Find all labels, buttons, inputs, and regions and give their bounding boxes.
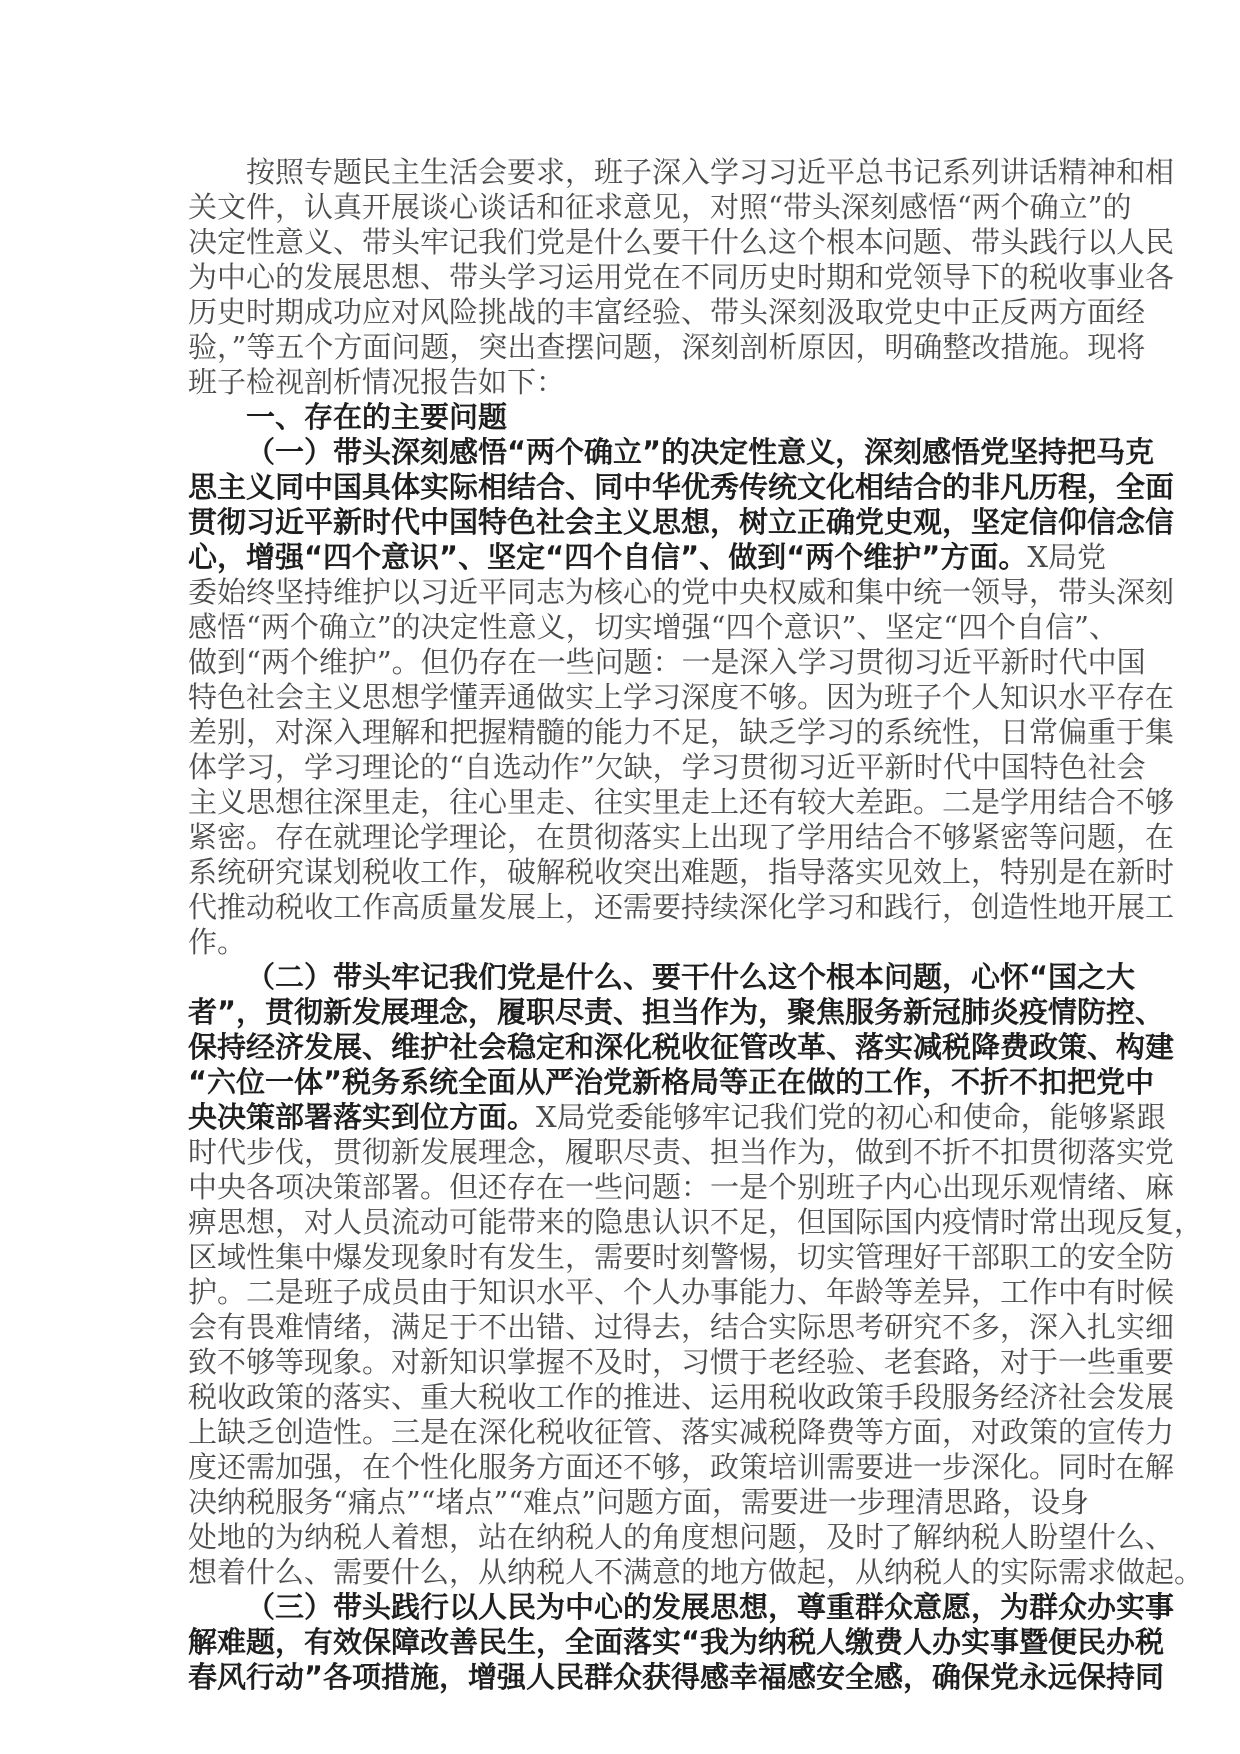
body-text: 系统研究谋划税收工作，破解税收突出难题，指导落实见效上，特别是在新时 xyxy=(188,855,1175,889)
document-page xyxy=(188,155,1204,1695)
text-line xyxy=(188,1520,1175,1555)
heading-line xyxy=(188,960,1136,995)
body-text: 中央各项决策部署。但还存在一些问题：一是个别班子内心出现乐观情绪、麻 xyxy=(188,1170,1175,1204)
text-line xyxy=(188,295,1146,330)
body-text: 想着什么、需要什么，从纳税人不满意的地方做起，从纳税人的实际需求做起。 xyxy=(188,1555,1204,1589)
bold-text: 央决策部署落实到位方面。 xyxy=(188,1100,537,1134)
heading-line xyxy=(188,1625,1165,1660)
text-line xyxy=(188,575,1175,610)
heading-line xyxy=(188,995,1165,1030)
text-line xyxy=(188,1450,1175,1485)
body-text: X局党 xyxy=(1027,540,1107,574)
body-text: 处地的为纳税人着想，站在纳税人的角度想问题，及时了解纳税人盼望什么、 xyxy=(188,1520,1175,1554)
body-text: 时代步伐，贯彻新发展理念，履职尽责、担当作为，做到不折不扣贯彻落实党 xyxy=(188,1135,1175,1169)
body-text: 痹思想，对人员流动可能带来的隐患认识不足，但国际国内疫情时常出现反复， xyxy=(188,1205,1204,1239)
bold-text: （一）带头深刻感悟“两个确立”的决定性意义，深刻感悟党坚持把马克 xyxy=(246,435,1155,469)
body-text: 护。二是班子成员由于知识水平、个人办事能力、年龄等差异，工作中有时候 xyxy=(188,1275,1175,1309)
body-text: 委始终坚持维护以习近平同志为核心的党中央权威和集中统一领导，带头深刻 xyxy=(188,575,1175,609)
body-text: 会有畏难情绪，满足于不出错、过得去，结合实际思考研究不多，深入扎实细 xyxy=(188,1310,1175,1344)
text-line xyxy=(188,925,1056,960)
text-line xyxy=(188,1135,1175,1170)
text-line xyxy=(188,610,1118,645)
text-line xyxy=(188,225,1175,260)
body-text: 体学习，学习理论的“自选动作”欠缺，学习贯彻习近平新时代中国特色社会 xyxy=(188,750,1146,784)
text-line xyxy=(188,890,1175,925)
text-line xyxy=(188,680,1175,715)
text-line xyxy=(188,1345,1175,1380)
body-text: 决定性意义、带头牢记我们党是什么要干什么这个根本问题、带头践行以人民 xyxy=(188,225,1175,259)
body-text: 决纳税服务“痛点”“堵点”“难点”问题方面，需要进一步理清思路，设身 xyxy=(188,1485,1089,1519)
body-text: 紧密。存在就理论学理论，在贯彻落实上出现了学用结合不够紧密等问题，在 xyxy=(188,820,1175,854)
text-line xyxy=(188,1240,1175,1275)
body-text: 历史时期成功应对风险挑战的丰富经验、带头深刻汲取党史中正反两方面经 xyxy=(188,295,1146,329)
bold-text: 解难题，有效保障改善民生，全面落实“我为纳税人缴费人办实事暨便民办税 xyxy=(188,1625,1165,1659)
body-text: 度还需加强，在个性化服务方面还不够，政策培训需要进一步深化。同时在解 xyxy=(188,1450,1175,1484)
text-line xyxy=(188,1555,1204,1590)
text-line xyxy=(188,855,1175,890)
text-line xyxy=(188,540,1107,575)
body-text: 差别，对深入理解和把握精髓的能力不足，缺乏学习的系统性，日常偏重于集 xyxy=(188,715,1175,749)
body-text: 感悟“两个确立”的决定性意义，切实增强“四个意识”、坚定“四个自信”、 xyxy=(188,610,1118,644)
text-line xyxy=(188,155,1175,190)
body-text: 验，”等五个方面问题，突出查摆问题，深刻剖析原因，明确整改措施。现将 xyxy=(188,330,1146,364)
body-text: 上缺乏创造性。三是在深化税收征管、落实减税降费等方面，对政策的宣传力 xyxy=(188,1415,1175,1449)
body-text: 班子检视剖析情况报告如下： xyxy=(188,365,566,399)
body-text: 特色社会主义思想学懂弄通做实上学习深度不够。因为班子个人知识水平存在 xyxy=(188,680,1175,714)
bold-text: 春风行动”各项措施，增强人民群众获得感幸福感安全感，确保党永远保持同 xyxy=(188,1660,1165,1694)
bold-text: （三）带头践行以人民为中心的发展思想，尊重群众意愿，为群众办实事 xyxy=(246,1590,1175,1624)
heading-line xyxy=(188,1660,1165,1695)
body-text: 主义思想往深里走，往心里走、往实里走上还有较大差距。二是学用结合不够 xyxy=(188,785,1175,819)
text-line xyxy=(188,820,1175,855)
body-text: 关文件，认真开展谈心谈话和征求意见，对照“带头深刻感悟“两个确立”的 xyxy=(188,190,1132,224)
body-text: 按照专题民主生活会要求，班子深入学习习近平总书记系列讲话精神和相 xyxy=(246,155,1175,189)
text-line xyxy=(188,260,1175,295)
heading-line xyxy=(188,505,1175,540)
text-line xyxy=(188,330,1146,365)
text-line xyxy=(188,1415,1175,1450)
heading-line xyxy=(188,1590,1175,1625)
text-line xyxy=(188,365,1056,400)
body-text: 代推动税收工作高质量发展上，还需要持续深化学习和践行，创造性地开展工 xyxy=(188,890,1175,924)
text-line xyxy=(188,1170,1175,1205)
text-line xyxy=(188,1275,1175,1310)
heading-line xyxy=(188,400,1056,435)
body-text: X局党委能够牢记我们党的初心和使命，能够紧跟 xyxy=(536,1100,1166,1134)
bold-text: 贯彻习近平新时代中国特色社会主义思想，树立正确党史观，坚定信仰信念信 xyxy=(188,505,1175,539)
text-line xyxy=(188,750,1146,785)
text-line xyxy=(188,785,1175,820)
heading-line xyxy=(188,470,1175,505)
text-line xyxy=(188,1310,1175,1345)
body-text: 致不够等现象。对新知识掌握不及时，习惯于老经验、老套路，对于一些重要 xyxy=(188,1345,1175,1379)
bold-text: “六位一体”税务系统全面从严治党新格局等正在做的工作，不折不扣把党中 xyxy=(188,1065,1155,1099)
bold-text: 者”，贯彻新发展理念，履职尽责、担当作为，聚焦服务新冠肺炎疫情防控、 xyxy=(188,995,1165,1029)
text-line xyxy=(188,1100,1166,1135)
heading-line xyxy=(188,435,1155,470)
bold-text: 保持经济发展、维护社会稳定和深化税收征管改革、落实减税降费政策、构建 xyxy=(188,1030,1175,1064)
heading-line xyxy=(188,1030,1175,1065)
text-line xyxy=(188,1485,1089,1520)
bold-text: （二）带头牢记我们党是什么、要干什么这个根本问题，心怀“国之大 xyxy=(246,960,1136,994)
bold-text: 思主义同中国具体实际相结合、同中华优秀传统文化相结合的非凡历程，全面 xyxy=(188,470,1175,504)
heading-line xyxy=(188,1065,1155,1100)
body-text: 做到“两个维护”。但仍存在一些问题：一是深入学习贯彻习近平新时代中国 xyxy=(188,645,1146,679)
bold-text: 心，增强“四个意识”、坚定“四个自信”、做到“两个维护”方面。 xyxy=(188,540,1028,574)
bold-text: 一、存在的主要问题 xyxy=(246,400,508,434)
text-line xyxy=(188,1205,1204,1240)
body-text: 税收政策的落实、重大税收工作的推进、运用税收政策手段服务经济社会发展 xyxy=(188,1380,1175,1414)
text-line xyxy=(188,190,1132,225)
body-text: 作。 xyxy=(188,925,247,959)
body-text: 区域性集中爆发现象时有发生，需要时刻警惕，切实管理好干部职工的安全防 xyxy=(188,1240,1175,1274)
body-text: 为中心的发展思想、带头学习运用党在不同历史时期和党领导下的税收事业各 xyxy=(188,260,1175,294)
text-line xyxy=(188,715,1175,750)
text-line xyxy=(188,645,1146,680)
text-line xyxy=(188,1380,1175,1415)
